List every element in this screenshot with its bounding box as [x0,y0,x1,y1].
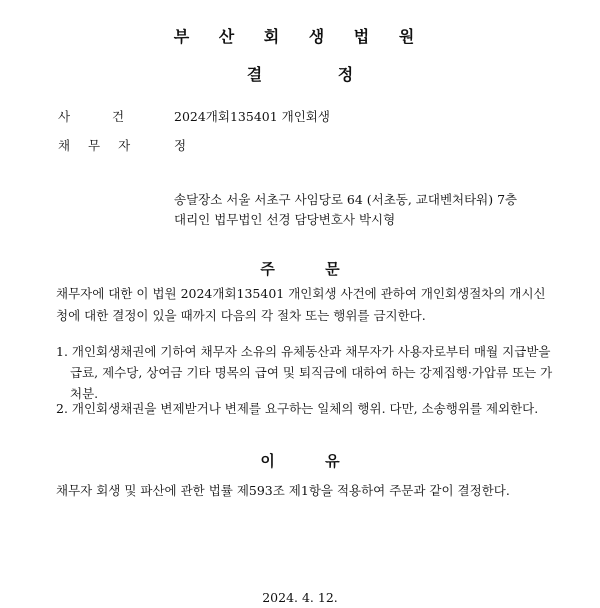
order-intro: 채무자에 대한 이 법원 2024개회135401 개인회생 사건에 관하여 개인회생절차의 개시신청에 대한 결정이 있을 때까지 다음의 각 절차 또는 행위를 금지한다. [56,286,546,323]
case-label: 사 건 [58,109,125,124]
order-item-1: 1. 개인회생채권에 기하여 채무자 소유의 유체동산과 채무자가 사용자로부터 매월 지급받을 급료, 제수당, 상여금 기타 명목의 급여 및 퇴직금에 대하여 하는 강제집행·가압류 또는 가처분. [56,344,553,401]
legal-agent: 대리인 법무법인 선경 담당변호사 박시형 [174,212,396,227]
document-kind: 결 정 [246,65,354,84]
order-heading: 주 문 [260,260,340,278]
court-name: 부 산 회 생 법 원 [173,27,427,46]
case-number: 2024개회135401 개인회생 [174,109,330,124]
debtor-label: 채 무 자 [58,138,131,153]
reason-text: 채무자 회생 및 파산에 관한 법률 제593조 제1항을 적용하여 주문과 같이 결정한다. [56,483,510,498]
order-item-2: 2. 개인회생채권을 변제받거나 변제를 요구하는 일체의 행위. 다만, 소송행위를 제외한다. [56,401,539,416]
decision-date: 2024. 4. 12. [262,590,338,605]
debtor-name: 정 [174,138,187,153]
service-address: 송달장소 서울 서초구 사임당로 64 (서초동, 교대벤처타워) 7층 [174,192,518,207]
reason-heading: 이 유 [260,452,340,470]
